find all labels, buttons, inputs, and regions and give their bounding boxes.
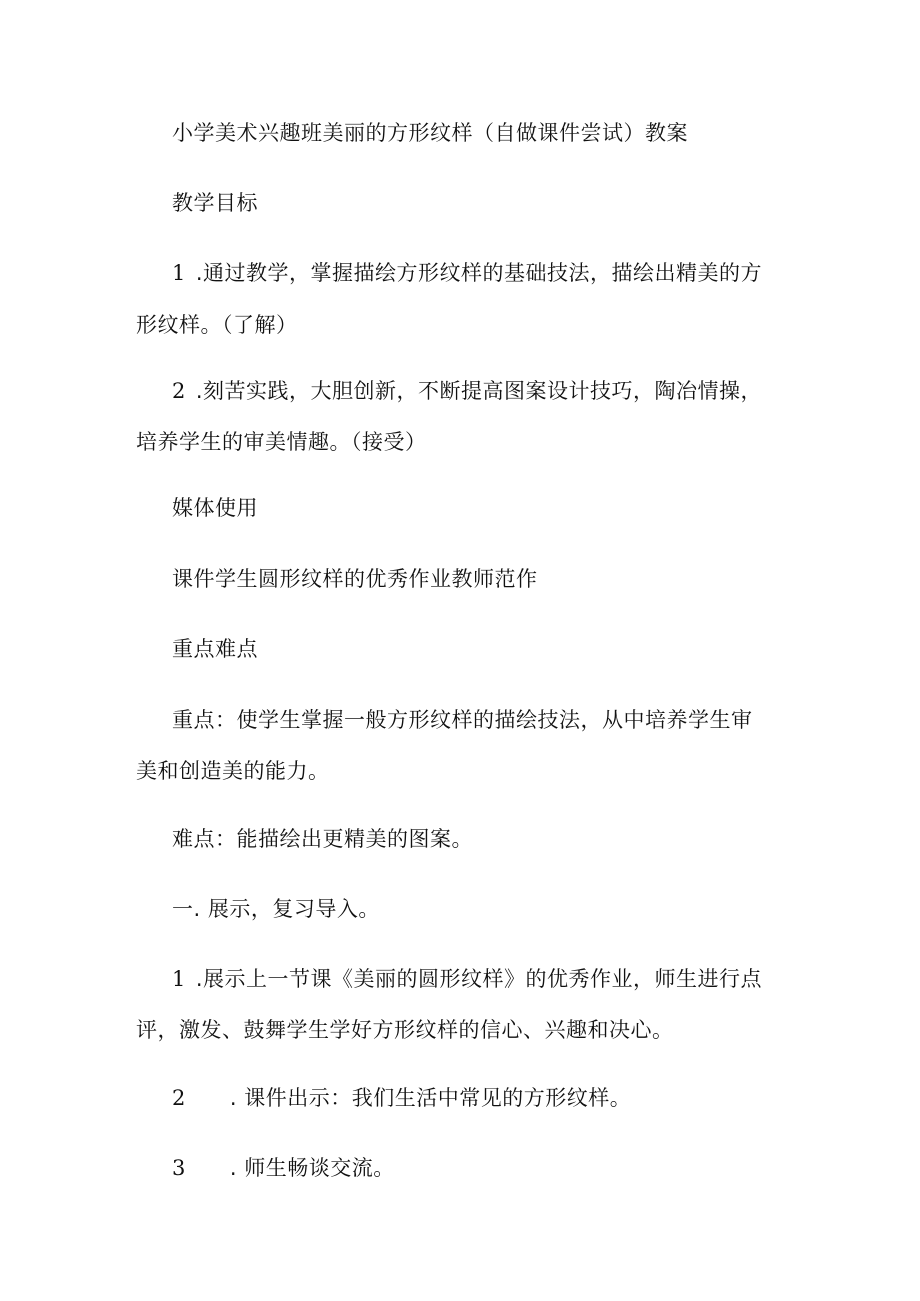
objective-2-text: .刻苦实践，大胆创新，不断提高图案设计技巧，陶冶情操，	[195, 379, 763, 403]
step-1-line-2: 评，激发、鼓舞学生学好方形纹样的信心、兴趣和决心。	[136, 1018, 674, 1042]
objective-1-line-2: 形纹样。（了解）	[136, 313, 298, 337]
document-title: 小学美术兴趣班美丽的方形纹样（自做课件尝试）教案	[172, 121, 688, 145]
objective-2-number: 2	[172, 379, 186, 403]
key-point-line-2: 美和创造美的能力。	[136, 759, 330, 783]
section-heading-media: 媒体使用	[172, 496, 258, 520]
objective-2-line-1	[172, 378, 762, 404]
objective-1-number: 1	[172, 261, 186, 285]
objective-1-line-1	[172, 260, 762, 286]
step-3-line	[172, 1155, 395, 1181]
step-1-number: 1	[172, 967, 186, 991]
key-point-line-1: 重点：使学生掌握一般方形纹样的描绘技法，从中培养学生审	[172, 708, 753, 732]
step-one-heading: 一. 展示，复习导入。	[172, 897, 380, 921]
step-1-text: .展示上一节课《美丽的圆形纹样》的优秀作业，师生进行点	[195, 967, 763, 991]
section-heading-key-points: 重点难点	[172, 637, 258, 661]
step-1-line-1	[172, 966, 762, 992]
step-3-number: 3	[172, 1156, 186, 1180]
objective-1-text: .通过教学，掌握描绘方形纹样的基础技法，描绘出精美的方	[195, 261, 763, 285]
media-text: 课件学生圆形纹样的优秀作业教师范作	[172, 567, 538, 591]
objective-2-line-2: 培养学生的审美情趣。（接受）	[136, 430, 427, 454]
step-2-line	[172, 1085, 631, 1111]
step-2-number: 2	[172, 1086, 186, 1110]
step-3-text: . 师生畅谈交流。	[229, 1156, 395, 1180]
difficulty-text: 难点：能描绘出更精美的图案。	[172, 827, 473, 851]
step-2-text: . 课件出示：我们生活中常见的方形纹样。	[229, 1086, 632, 1110]
section-heading-objectives: 教学目标	[172, 191, 258, 215]
